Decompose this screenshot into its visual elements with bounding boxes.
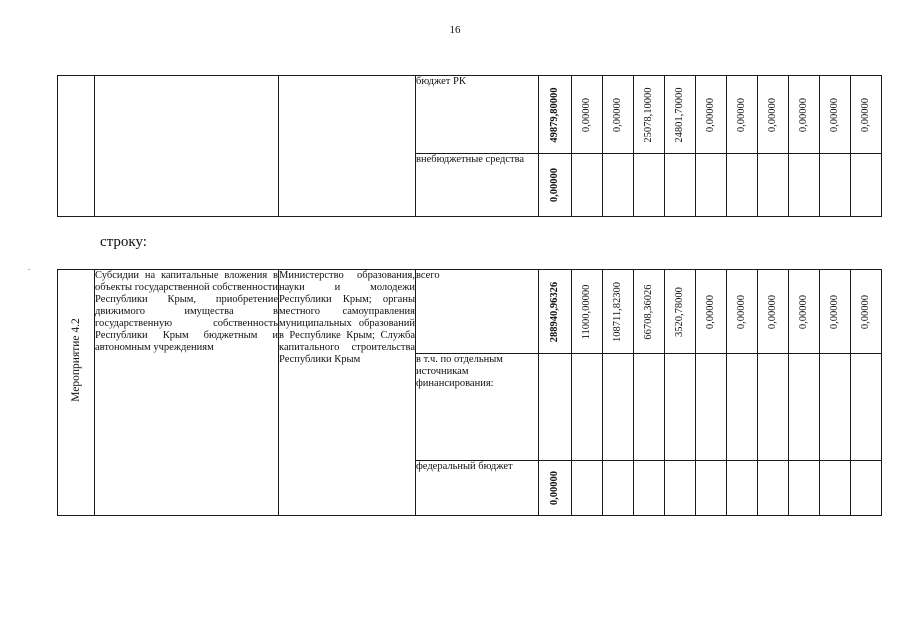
value-cell	[603, 76, 634, 154]
value-cell	[851, 354, 882, 461]
value: 0,00000	[767, 97, 778, 132]
value-cell	[572, 76, 603, 154]
source-label: в т.ч. по отдельным источникам финансирования:	[416, 354, 539, 461]
total-cell	[539, 461, 572, 516]
value-cell	[572, 461, 603, 516]
value-cell	[572, 354, 603, 461]
description-cell: Субсидии на капитальные вложения в объекты государственной собственности Республики Крым, приобретение движимого имущества в государственную собственность Республики Крым бюджетным и автономным учреждениям	[95, 270, 279, 516]
value: 0,00000	[736, 294, 747, 329]
value-cell	[727, 154, 758, 217]
value-cell	[665, 461, 696, 516]
value: 24801,70000	[674, 86, 685, 143]
value-cell	[727, 461, 758, 516]
budget-table-continuation	[57, 75, 882, 217]
value: 108711,82300	[612, 281, 623, 342]
value-cell	[696, 270, 727, 354]
value-cell	[634, 461, 665, 516]
value: 0,00000	[829, 97, 840, 132]
value-cell	[727, 76, 758, 154]
value-cell	[789, 270, 820, 354]
value: 0,00000	[829, 294, 840, 329]
source-label: федеральный бюджет	[416, 461, 539, 516]
value-cell	[820, 461, 851, 516]
description-cell	[95, 76, 279, 217]
value-cell	[603, 461, 634, 516]
value-cell	[603, 270, 634, 354]
value-cell	[758, 354, 789, 461]
value-cell	[820, 76, 851, 154]
value: 0,00000	[767, 294, 778, 329]
value-cell	[634, 354, 665, 461]
source-label: внебюджетные средства	[416, 154, 539, 217]
value: 0,00000	[581, 97, 592, 132]
total-cell	[539, 76, 572, 154]
total-value: 0,00000	[549, 470, 560, 506]
total-value: 0,00000	[549, 167, 560, 203]
value-cell	[820, 154, 851, 217]
value: 0,00000	[705, 97, 716, 132]
section-heading: строку:	[100, 234, 147, 250]
value-cell	[851, 76, 882, 154]
value-cell	[665, 354, 696, 461]
value: 0,00000	[860, 97, 871, 132]
value-cell	[696, 154, 727, 217]
value-cell	[727, 354, 758, 461]
value-cell	[572, 270, 603, 354]
value-cell	[727, 270, 758, 354]
margin-mark: .	[28, 262, 31, 272]
value-cell	[634, 76, 665, 154]
value: 0,00000	[798, 294, 809, 329]
value-cell	[634, 270, 665, 354]
value-cell	[789, 461, 820, 516]
value-cell	[758, 461, 789, 516]
value-cell	[820, 270, 851, 354]
value-cell	[789, 154, 820, 217]
value-cell	[820, 354, 851, 461]
total-value: 49879,80000	[549, 86, 560, 143]
event-label: Мероприятие 4.2	[70, 318, 82, 402]
value-cell	[696, 461, 727, 516]
value-cell	[603, 154, 634, 217]
total-cell	[539, 154, 572, 217]
value-cell	[665, 154, 696, 217]
event-cell	[58, 76, 95, 217]
value: 11000,00000	[581, 284, 592, 339]
event-cell	[58, 270, 95, 516]
value-cell	[851, 461, 882, 516]
source-label: бюджет РК	[416, 76, 539, 154]
value: 0,00000	[860, 294, 871, 329]
page-number: 16	[449, 24, 461, 36]
value-cell	[572, 154, 603, 217]
value-cell	[789, 354, 820, 461]
executor-cell: Министерство образования, науки и молодежи Республики Крым; органы местного самоуправления муниципальных образований в Республике Крым; Служба капитального строительства Республики Крым	[279, 270, 416, 516]
value: 66708,36026	[643, 283, 654, 340]
value: 3520,78000	[674, 286, 685, 337]
executor-cell	[279, 76, 416, 217]
value-cell	[634, 154, 665, 217]
value-cell	[665, 76, 696, 154]
value: 0,00000	[705, 294, 716, 329]
table-row	[58, 76, 882, 154]
value-cell	[696, 354, 727, 461]
source-label: всего	[416, 270, 539, 354]
budget-table-measure	[57, 269, 882, 516]
value: 0,00000	[612, 97, 623, 132]
table-row	[58, 270, 882, 354]
value-cell	[789, 76, 820, 154]
value-cell	[758, 154, 789, 217]
value-cell	[851, 270, 882, 354]
total-cell	[539, 354, 572, 461]
total-value: 288940,96326	[549, 281, 560, 342]
value-cell	[696, 76, 727, 154]
value: 0,00000	[736, 97, 747, 132]
value: 25078,10000	[643, 86, 654, 143]
value-cell	[603, 354, 634, 461]
value-cell	[665, 270, 696, 354]
total-cell	[539, 270, 572, 354]
value-cell	[758, 76, 789, 154]
value: 0,00000	[798, 97, 809, 132]
value-cell	[758, 270, 789, 354]
value-cell	[851, 154, 882, 217]
